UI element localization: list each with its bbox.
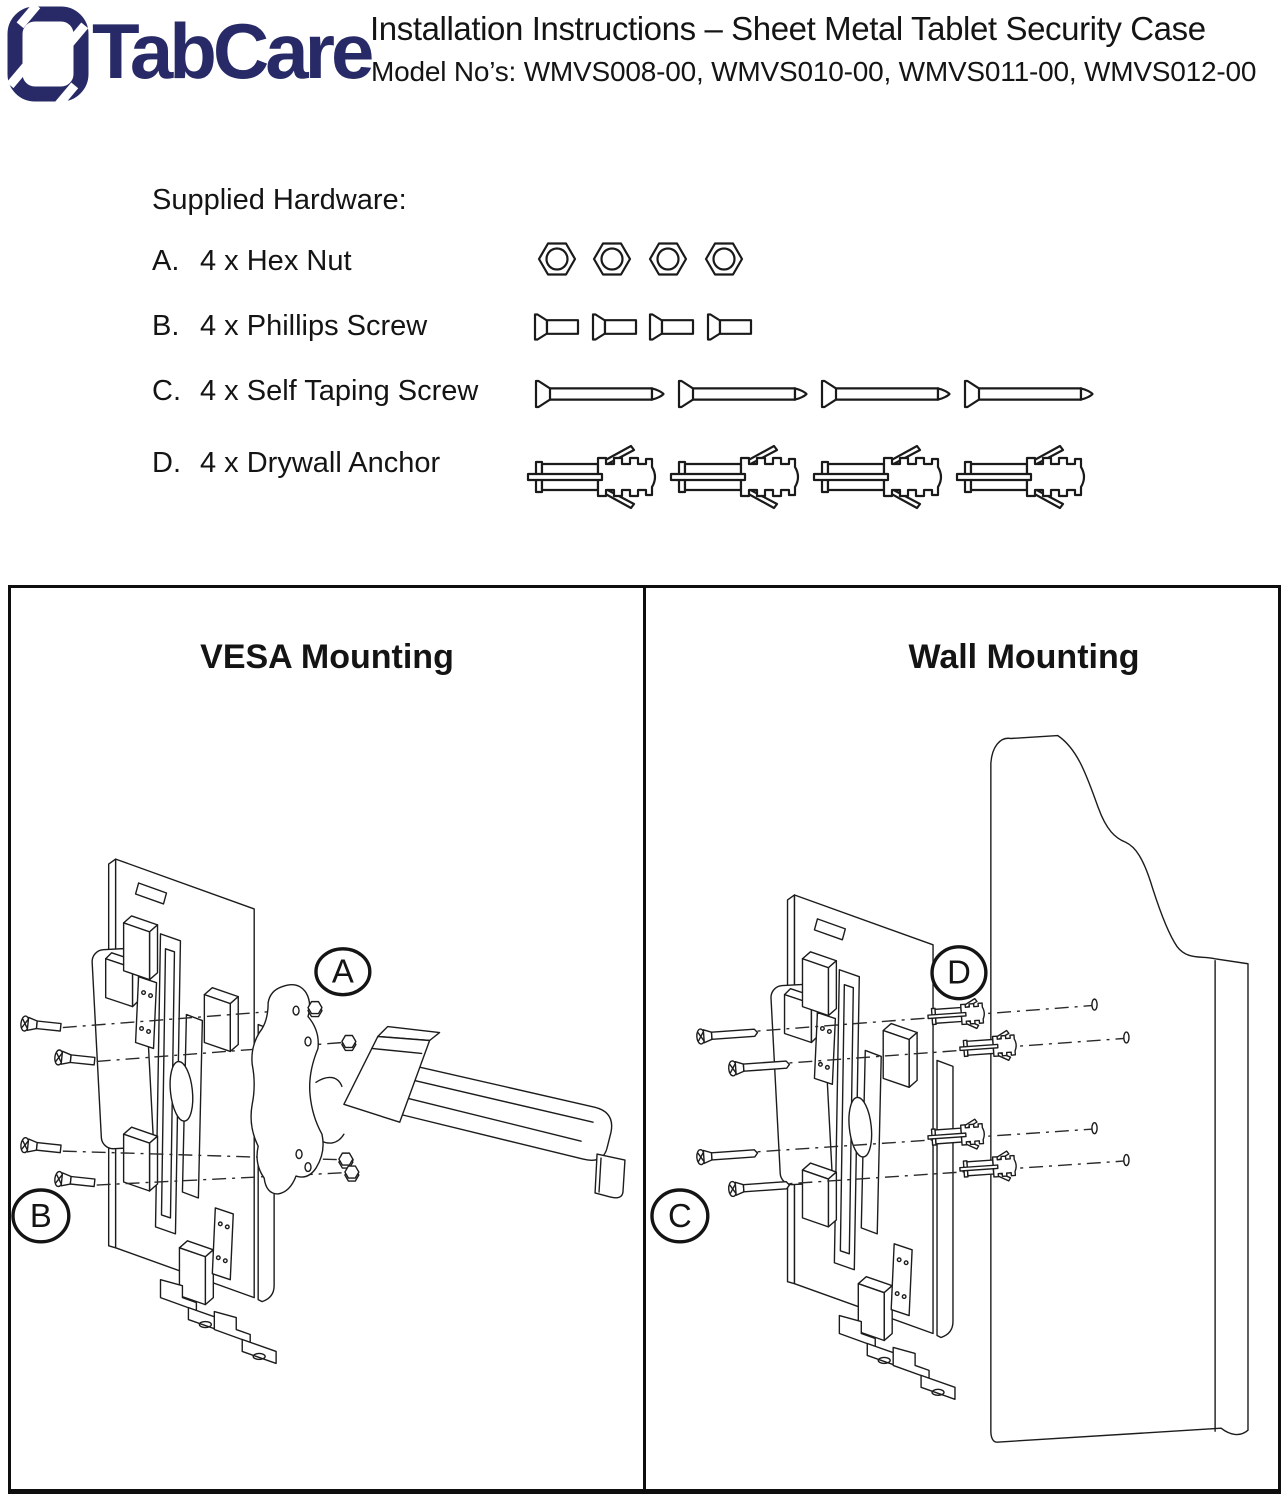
panel-title-vesa: VESA Mounting bbox=[200, 638, 454, 676]
callout-d bbox=[932, 947, 986, 999]
tablet-case-plate bbox=[770, 895, 955, 1399]
phillips-screw-icon bbox=[535, 315, 751, 340]
callout-c bbox=[652, 1190, 708, 1242]
phillips-screw-b bbox=[20, 1016, 95, 1191]
vesa-mounting-diagram bbox=[11, 588, 643, 1489]
hardware-item-letter: C. bbox=[152, 375, 181, 407]
drywall-anchor-icon bbox=[528, 446, 1084, 508]
self-tapping-screw-icon bbox=[536, 381, 1093, 407]
vesa-monitor-arm bbox=[316, 1027, 625, 1198]
tablet-stencil-icon bbox=[6, 4, 90, 104]
hardware-item-name: 4 x Drywall Anchor bbox=[200, 447, 441, 479]
vesa-mounting-panel bbox=[11, 588, 646, 1489]
hardware-item-letter: A. bbox=[152, 245, 180, 277]
hardware-icons bbox=[520, 230, 1120, 530]
wall-section bbox=[991, 736, 1248, 1443]
wall-mounting-diagram bbox=[646, 588, 1278, 1489]
callout-a bbox=[316, 949, 370, 995]
hardware-item-letter: B. bbox=[152, 310, 180, 342]
svg-text:A: A bbox=[331, 952, 354, 990]
tablet-case-plate bbox=[92, 859, 277, 1363]
diagram-panels bbox=[8, 585, 1281, 1494]
hardware-item-letter: D. bbox=[152, 447, 181, 479]
svg-text:D: D bbox=[947, 953, 971, 991]
hex-nut-icon bbox=[539, 244, 742, 275]
panel-title-wall: Wall Mounting bbox=[908, 638, 1140, 676]
hardware-item-name: 4 x Self Taping Screw bbox=[200, 375, 479, 407]
hardware-heading: Supplied Hardware: bbox=[152, 184, 407, 216]
model-numbers: Model No’s: WMVS008-00, WMVS010-00, WMVS011-00, WMVS012-00 bbox=[371, 56, 1257, 87]
hardware-item-name: 4 x Hex Nut bbox=[200, 245, 352, 277]
callout-b bbox=[13, 1190, 69, 1242]
svg-text:C: C bbox=[668, 1196, 692, 1234]
hardware-item-name: 4 x Phillips Screw bbox=[200, 310, 428, 342]
wall-mounting-panel bbox=[646, 588, 1278, 1489]
svg-text:B: B bbox=[29, 1196, 52, 1234]
brand-name: TabCare bbox=[92, 7, 371, 95]
document-title: Installation Instructions – Sheet Metal Tablet Security Case bbox=[370, 10, 1206, 47]
